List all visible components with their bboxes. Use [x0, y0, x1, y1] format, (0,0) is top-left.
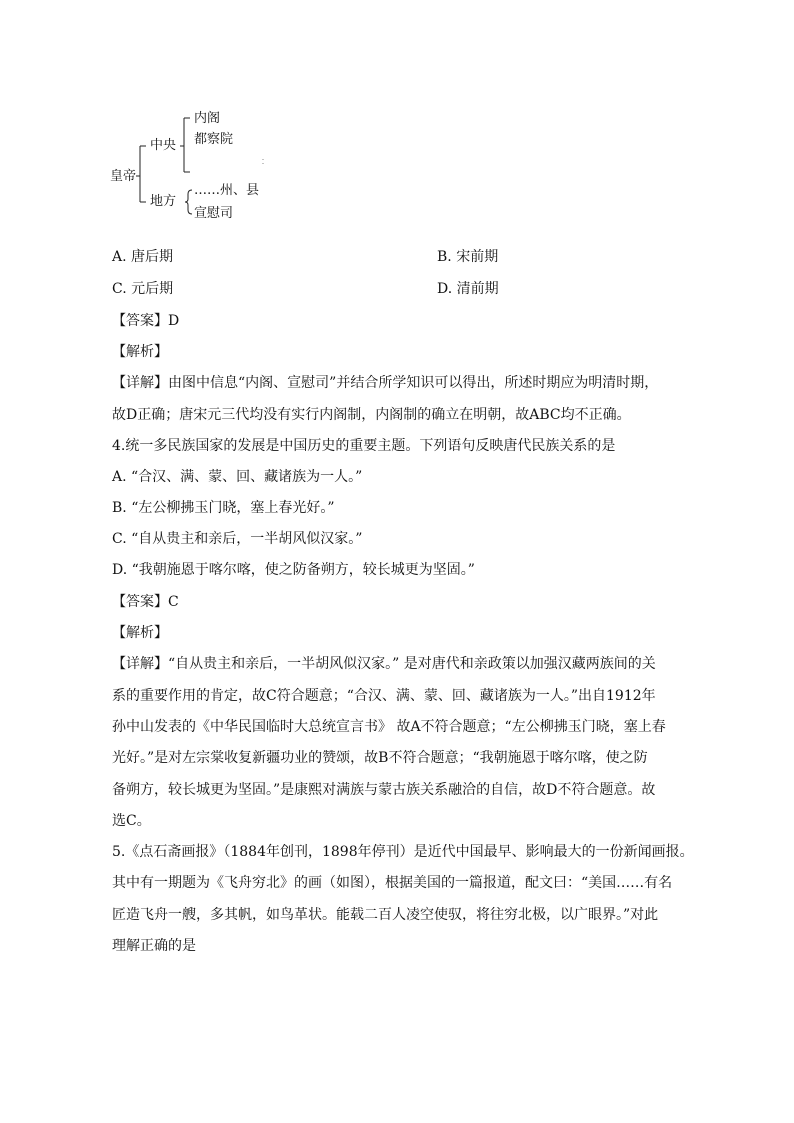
q4-detail-line: 光好。”是对左宗棠收复新疆功业的赞颂，故B不符合题意；“我朝施恩于喀尔喀，使之防 [112, 750, 648, 766]
q3-option-b: B. 宋前期 [437, 249, 499, 265]
central-item-censorate: 都察院 [194, 132, 234, 147]
q4-detail-line: 孙中山发表的《中华民国临时大总统宣言书》 故A不符合题意；“左公柳拂玉门晓，塞上春 [112, 719, 666, 735]
central-label: 中央 [150, 138, 177, 153]
root-label: 皇帝 [110, 169, 137, 184]
q4-detail-line: 备朔方，较长城更为坚固。”是康熙对满族与蒙古族关系融洽的自信，故D不符合题意。故 [112, 782, 656, 798]
q4-option-d: D. “我朝施恩于喀尔喀，使之防备朔方，较长城更为坚固。” [112, 562, 475, 578]
q3-option-d: D. 清前期 [437, 281, 499, 297]
q3-option-a: A. 唐后期 [112, 249, 174, 265]
central-item-cabinet: 内阁 [194, 111, 221, 126]
q4-detail-line: 【详解】“自从贵主和亲后，一半胡风似汉家。” 是对唐代和亲政策以加强汉藏两族间的关 [112, 656, 656, 672]
q4-option-a: A. “合汉、满、蒙、回、藏诸族为一人。” [112, 469, 363, 485]
q3-detail-line: 【详解】由图中信息“内阁、宣慰司”并结合所学知识可以得出，所述时期应为明清时期， [112, 375, 659, 391]
q4-detail-line: 选C。 [112, 813, 151, 829]
q3-analysis-heading: 【解析】 [112, 344, 168, 360]
q4-stem: 4.统一多民族国家的发展是中国历史的重要主题。下列语句反映唐代民族关系的是 [112, 438, 616, 454]
q3-answer: 【答案】D [112, 313, 180, 329]
local-brace [185, 190, 192, 214]
q5-stem-line: 匠造飞舟一艘，多其帆，如鸟革状。能载二百人凌空使驭，将往穷北极，以广眼界。”对此 [112, 907, 659, 923]
q5-stem-line: 5.《点石斋画报》（1884年创刊，1898年停刊）是近代中国最早、影响最大的一份新闻画报。 [112, 844, 694, 860]
q5-stem-line: 理解正确的是 [112, 938, 196, 954]
q5-stem-line: 其中有一期题为《飞舟穷北》的画（如图），根据美国的一篇报道，配文曰：“美国……有名 [112, 875, 673, 891]
government-structure-diagram [108, 104, 308, 224]
local-item-pacification: 宣慰司 [194, 206, 234, 221]
q3-option-c: C. 元后期 [112, 281, 174, 297]
q3-detail-line: 故D正确；唐宋元三代均没有实行内阁制，内阁制的确立在明朝，故ABC均不正确。 [112, 407, 631, 423]
q4-detail-line: 系的重要作用的肯定，故C符合题意；“合汉、满、蒙、回、藏诸族为一人。”出自1912年 [112, 688, 656, 704]
q4-option-c: C. “自从贵主和亲后，一半胡风似汉家。” [112, 531, 363, 547]
q4-option-b: B. “左公柳拂玉门晓，塞上春光好。” [112, 500, 335, 516]
local-label: 地方 [150, 194, 177, 209]
local-item-prefecture: ……州、县 [194, 183, 260, 198]
q4-answer: 【答案】C [112, 594, 179, 610]
q4-analysis-heading: 【解析】 [112, 625, 168, 641]
